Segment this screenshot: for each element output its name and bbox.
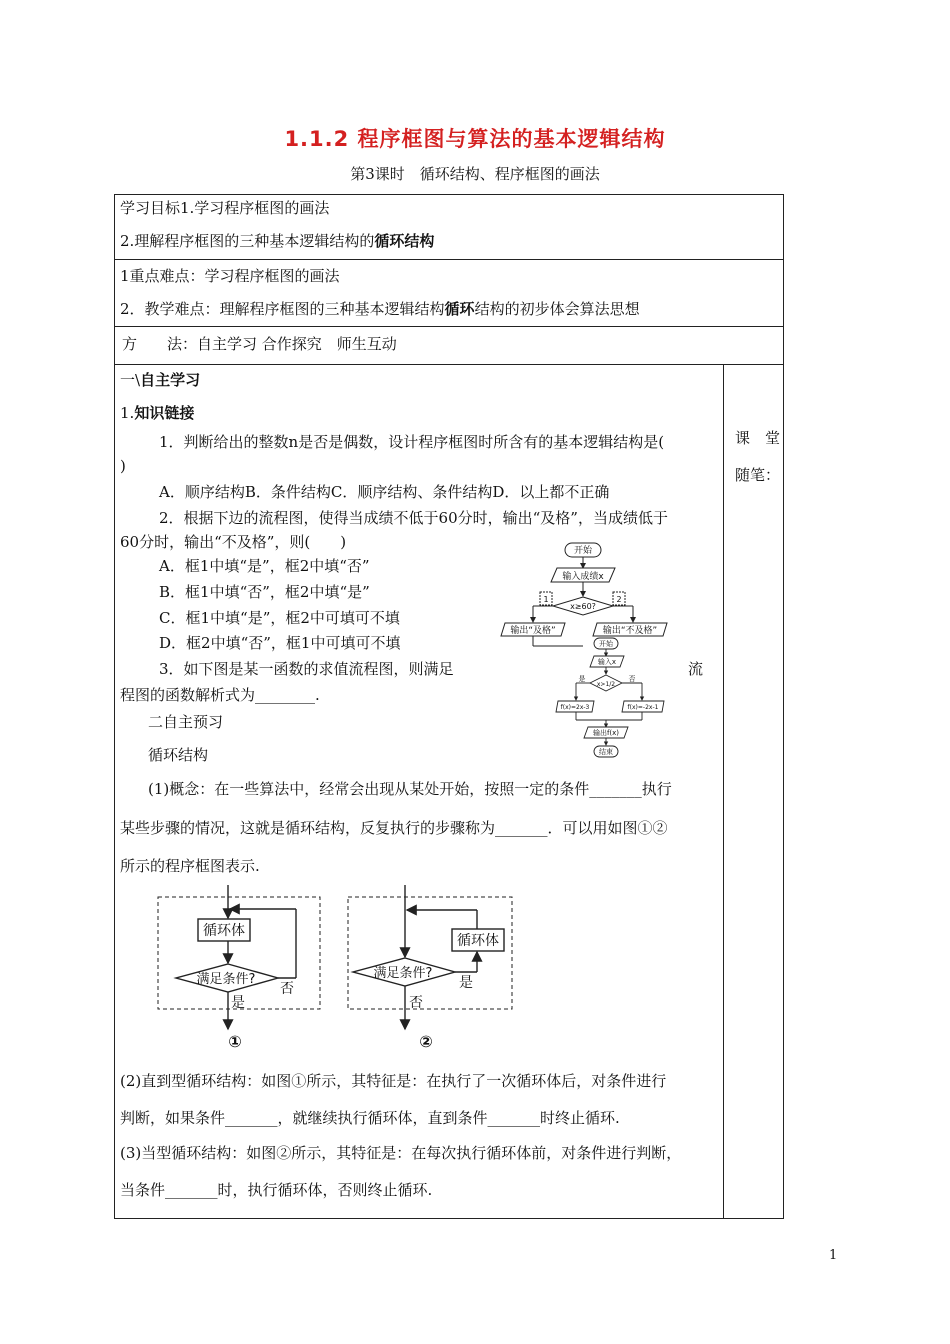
topic-loop-structure: 循环结构: [148, 746, 209, 764]
question-2-cont: 60分时，输出“不及格”，则( ): [120, 533, 347, 551]
flow2-output-text: 输出f(x): [592, 729, 620, 737]
concept-line-1: (1)概念：在一些算法中，经常会出现从某处开始，按照一定的条件_______执行: [148, 780, 672, 798]
question-1: 1．判断给出的整数n是否是偶数，设计程序框图时所含有的基本逻辑结构是(: [159, 433, 665, 451]
grading-flowchart: [495, 538, 675, 650]
flow2-right-text: f(x)=-2x-1: [627, 704, 659, 711]
side-note-title: 课 堂: [735, 429, 781, 447]
flow2-left-text: f(x)=2x-3: [560, 704, 590, 711]
loop1-label: ①: [228, 1032, 242, 1051]
flow1-box2-text: 2: [616, 595, 622, 604]
until-loop-line-1: (2)直到型循环结构：如图①所示，其特征是：在执行了一次循环体后，对条件进行: [120, 1072, 667, 1090]
flow2-input-text: 输入x: [597, 658, 617, 666]
question-3-cont: 程图的函数解析式为________.: [120, 686, 320, 704]
loop-structure-diagrams: [150, 883, 520, 1053]
flow1-start-text: 开始: [573, 546, 593, 556]
flow1-out-right-text: 输出“不及格”: [602, 626, 658, 636]
table-border-left: [114, 194, 115, 1219]
question-2-option-b: B．框1中填“否”，框2中填“是”: [159, 583, 370, 601]
flow1-cond-text: x≥60?: [570, 602, 596, 611]
flow2-start-text: 开始: [599, 640, 613, 648]
table-border-bottom: [114, 1218, 784, 1219]
question-2-option-a: A．框1中填“是”，框2中填“否”: [159, 557, 370, 575]
loop1-cond-text: 满足条件?: [196, 972, 256, 987]
loop2-cond-text: 满足条件?: [373, 966, 433, 981]
table-divider: [114, 364, 784, 365]
loop2-body-text: 循环体: [457, 933, 499, 949]
question-1-options: A．顺序结构B．条件结构C．顺序结构、条件结构D．以上都不正确: [159, 483, 610, 501]
loop2-yes-text: 是: [459, 975, 473, 991]
goal-line-1: 学习目标1.学习程序框图的画法: [120, 199, 330, 217]
loop1-body-text: 循环体: [203, 923, 245, 939]
section-heading-preview: 二自主预习: [148, 713, 224, 731]
method-line: 方 法：自主学习 合作探究 师生互动: [122, 335, 397, 353]
loop2-dashed-frame: [348, 897, 512, 1009]
teaching-difficulty-line: 2．教学难点：理解程序框图的三种基本逻辑结构循环结构的初步体会算法思想: [120, 300, 640, 318]
table-border-top: [114, 194, 784, 195]
question-3-tail: 流: [688, 660, 704, 678]
flow1-input-text: 输入成绩x: [562, 572, 604, 582]
loop2-no-text: 否: [409, 995, 423, 1011]
flow2-cond-text: x>1/2: [596, 681, 616, 688]
page-number: 1: [829, 1248, 838, 1263]
concept-line-3: 所示的程序框图表示.: [120, 857, 260, 875]
flow1-out-left-text: 输出“及格”: [510, 626, 556, 636]
until-loop-line-2: 判断，如果条件_______，就继续执行循环体，直到条件_______时终止循环.: [120, 1109, 620, 1127]
flow2-end-text: 结束: [599, 748, 613, 756]
function-flowchart: [550, 636, 670, 762]
subheading-knowledge-link: 1.知识链接: [120, 404, 195, 422]
flow2-yes-text: 是: [578, 675, 586, 683]
document-subtitle: 第3课时 循环结构、程序框图的画法: [350, 165, 600, 183]
side-note-label: 随笔：: [735, 466, 781, 484]
loop2-label: ②: [419, 1032, 433, 1051]
concept-line-2: 某些步骤的情况，这就是循环结构，反复执行的步骤称为_______．可以用如图①②: [120, 819, 668, 837]
question-1-end: ): [120, 457, 126, 475]
document-title: 1.1.2 程序框图与算法的基本逻辑结构: [284, 127, 666, 151]
question-2-option-d: D．框2中填“否”，框1中可填可不填: [159, 634, 401, 652]
question-3: 3．如下图是某一函数的求值流程图，则满足: [159, 660, 454, 678]
while-loop-line-2: 当条件_______时，执行循环体，否则终止循环.: [120, 1181, 433, 1199]
question-2: 2．根据下边的流程图，使得当成绩不低于60分时，输出“及格”，当成绩低于: [159, 509, 668, 527]
section-heading-self-study: 一\自主学习: [120, 371, 201, 389]
goal-line-2: 2.理解程序框图的三种基本逻辑结构的循环结构: [120, 232, 435, 250]
flow1-box1-text: 1: [543, 595, 549, 604]
table-divider: [114, 259, 784, 260]
question-2-option-c: C．框1中填“是”，框2中可填可不填: [159, 609, 400, 627]
loop1-no-text: 否: [280, 981, 294, 997]
table-border-right: [783, 194, 784, 1219]
loop1-yes-text: 是: [231, 995, 245, 1011]
while-loop-line-1: (3)当型循环结构：如图②所示，其特征是：在每次执行循环体前，对条件进行判断，: [120, 1144, 682, 1162]
flow2-no-text: 否: [628, 675, 636, 683]
side-column-divider: [723, 364, 724, 1219]
table-divider: [114, 326, 784, 327]
key-difficulty-line: 1重点难点：学习程序框图的画法: [120, 267, 340, 285]
